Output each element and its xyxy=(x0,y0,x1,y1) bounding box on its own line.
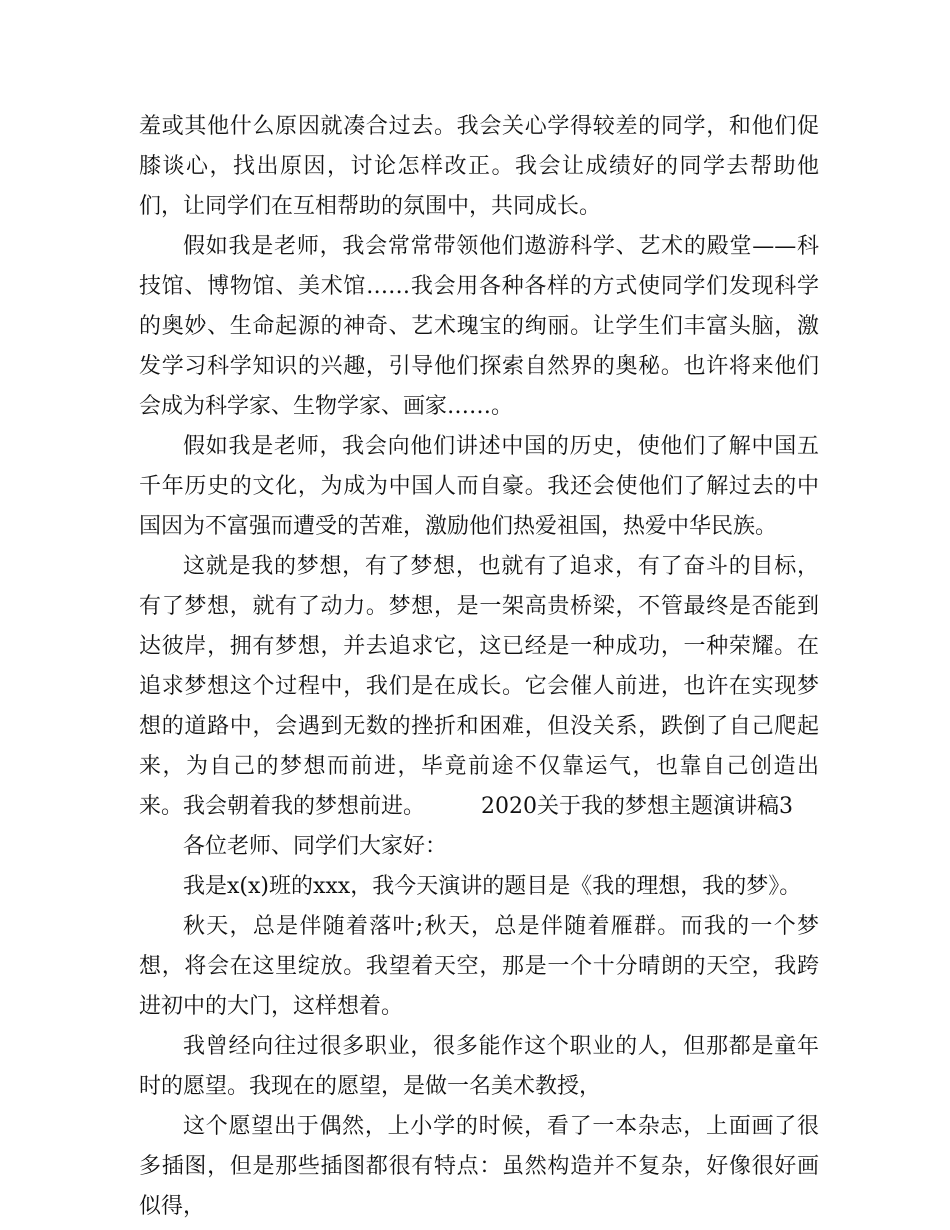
paragraph-text: 这就是我的梦想，有了梦想，也就有了追求，有了奋斗的目标，有了梦想，就有了动力。梦想，是一架高贵桥梁，不管最终是否能到达彼岸，拥有梦想，并去追求它，这已经是一种成功，一种荣耀。在追求梦想这个过程中，我们是在成长。它会催人前进，也许在实现梦想的道路中，会遇到无数的挫折和困难，但没关系，跌倒了自己爬起来，为自己的梦想而前进，毕竟前途不仅靠运气，也靠自己创造出来。我会朝着我的梦想前进。 xyxy=(139,554,819,819)
paragraph-text: 秋天，总是伴随着落叶;秋天，总是伴随着雁群。而我的一个梦想，将会在这里绽放。我望着天空，那是一个十分晴朗的天空，我跨进初中的大门，这样想着。 xyxy=(139,914,819,1019)
intro-line xyxy=(139,867,819,907)
paragraph-4 xyxy=(139,547,819,827)
greeting-line xyxy=(139,827,819,867)
paragraph-text: 各位老师、同学们大家好： xyxy=(183,834,448,859)
paragraph-2 xyxy=(139,227,819,427)
paragraph-3 xyxy=(139,427,819,547)
paragraph-7 xyxy=(139,1107,819,1227)
paragraph-text: 羞或其他什么原因就凑合过去。我会关心学得较差的同学，和他们促膝谈心，找出原因，讨论怎样改正。我会让成绩好的同学去帮助他们，让同学们在互相帮助的氛围中，共同成长。 xyxy=(139,114,819,219)
document-body xyxy=(139,107,819,1227)
paragraph-text: 假如我是老师，我会常常带领他们遨游科学、艺术的殿堂——科技馆、博物馆、美术馆……我会用各种各样的方式使同学们发现科学的奥妙、生命起源的神奇、艺术瑰宝的绚丽。让学生们丰富头脑，激发学习科学知识的兴趣，引导他们探索自然界的奥秘。也许将来他们会成为科学家、生物学家、画家……。 xyxy=(139,234,819,419)
paragraph-5 xyxy=(139,907,819,1027)
paragraph-6 xyxy=(139,1027,819,1107)
paragraph-text: 我曾经向往过很多职业，很多能作这个职业的人，但那都是童年时的愿望。我现在的愿望，是做一名美术教授， xyxy=(139,1034,819,1099)
paragraph-text: 这个愿望出于偶然，上小学的时候，看了一本杂志，上面画了很多插图，但是那些插图都很有特点：虽然构造并不复杂，好像很好画似得， xyxy=(139,1114,819,1219)
paragraph-1 xyxy=(139,107,819,227)
section-heading: 2020关于我的梦想主题演讲稿3 xyxy=(481,794,794,819)
paragraph-text: 我是x(x)班的xxx，我今天演讲的题目是《我的理想，我的梦》。 xyxy=(183,874,802,899)
paragraph-text: 假如我是老师，我会向他们讲述中国的历史，使他们了解中国五千年历史的文化，为成为中国人而自豪。我还会使他们了解过去的中国因为不富强而遭受的苦难，激励他们热爱祖国，热爱中华民族。 xyxy=(139,434,819,539)
